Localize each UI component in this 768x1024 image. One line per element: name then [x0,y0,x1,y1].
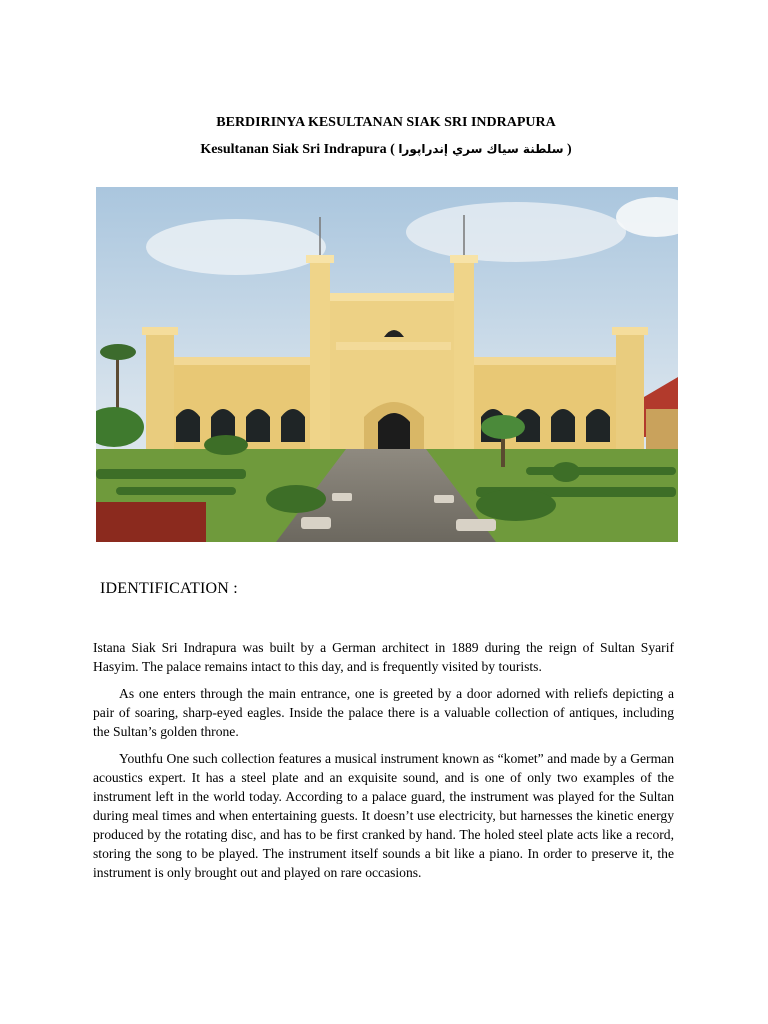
body-text [93,638,674,890]
section-heading: IDENTIFICATION : [100,580,238,597]
paragraph: As one enters through the main entrance, one is greeted by a door adorned with reliefs depicting a pair of soaring, sharp-eyed eagles. Inside the palace there is a valuable collection of antiques, including the Sultan’s golden throne. [93,686,674,739]
subtitle-latin: Kesultanan Siak Sri Indrapura ( [200,142,395,157]
document-subtitle [0,142,768,158]
paragraph: Youthfu One such collection features a musical instrument known as “komet” and made by a German acoustics expert. It has a steel plate and an exquisite sound, and is one of only two examples of the instrument left in the world today. According to a palace guard, the instrument was played for the Sultan during meal times and when entertaining guests. It doesn’t use electricity, but harnesses the kinetic energy produced by the rotating disc, and has to be first cranked by hand. The holed steel plate acts like a record, storing the song to be played. The instrument itself sounds a bit like a piano. In order to preserve it, the instrument is only brought out and played on rare occasions. [93,751,674,880]
subtitle-arabic: سلطنة سياك سري إندراپورا [398,142,564,156]
document-title: BERDIRINYA KESULTANAN SIAK SRI INDRAPURA [216,115,556,130]
subtitle-close: ) [567,142,572,157]
palace-photo [96,187,678,542]
paragraph: Istana Siak Sri Indrapura was built by a German architect in 1889 during the reign of Sultan Syarif Hasyim. The palace remains intact to this day, and is frequently visited by tourists. [93,640,674,674]
